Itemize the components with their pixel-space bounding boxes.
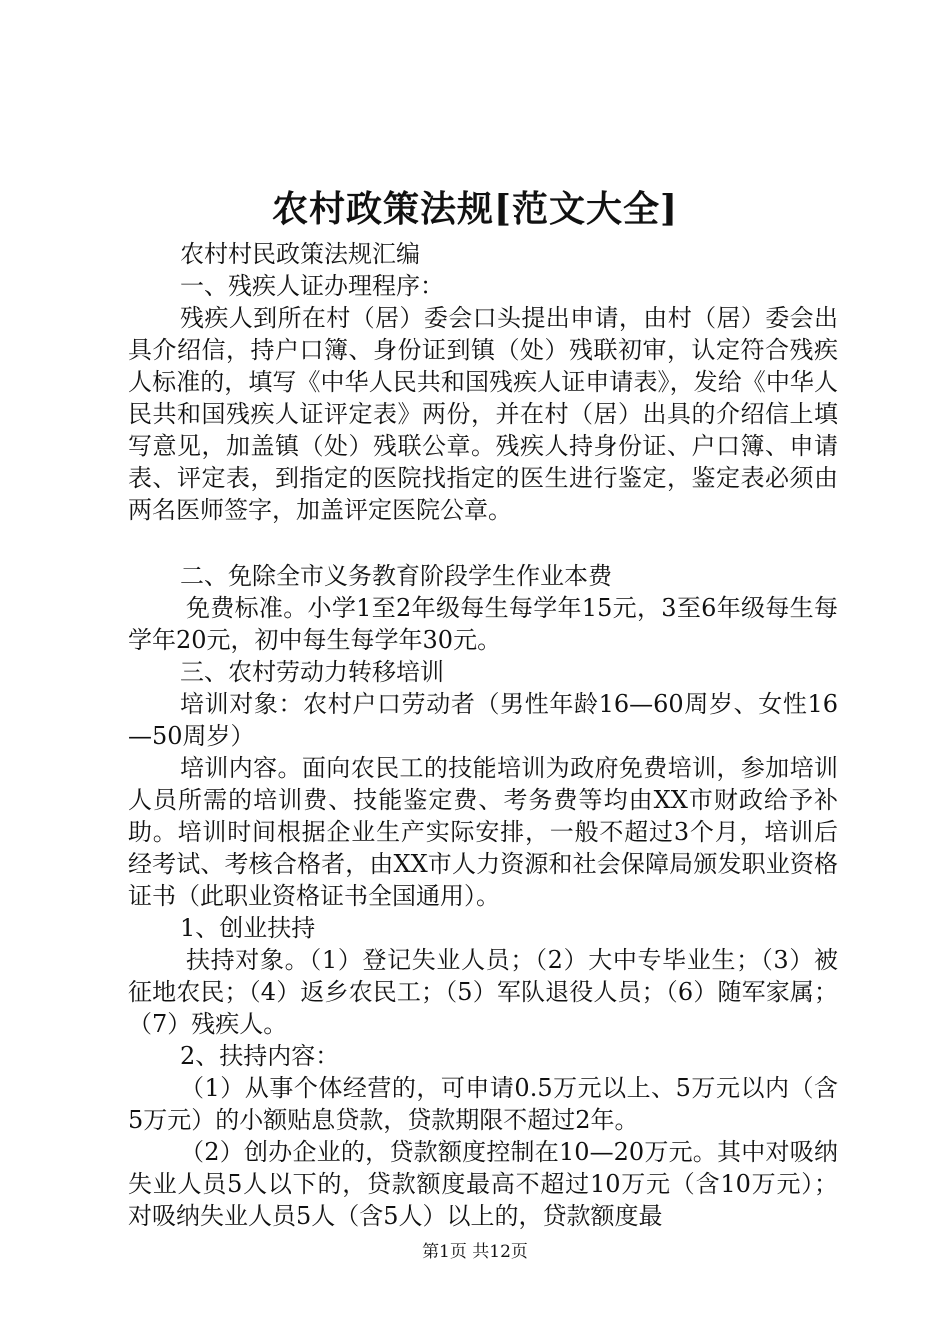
paragraph: 培训内容。面向农民工的技能培训为政府免费培训，参加培训人员所需的培训费、技能鉴定费、考务费等均由XX市财政给予补助。培训时间根据企业生产实际安排，一般不超过3个月，培训后经考试、考核合格者，由XX市人力资源和社会保障局颁发职业资格证书（此职业资格证书全国通用）。 xyxy=(128,754,838,910)
paragraph: 残疾人到所在村（居）委会口头提出申请，由村（居）委会出具介绍信，持户口簿、身份证到镇（处）残联初审，认定符合残疾人标准的，填写《中华人民共和国残疾人证申请表》，发给《中华人民共和国残疾人证评定表》两份，并在村（居）出具的介绍信上填写意见，加盖镇（处）残联公章。残疾人持身份证、户口簿、申请表、评定表，到指定的医院找指定的医生进行鉴定，鉴定表必须由两名医师签字，加盖评定医院公章。 xyxy=(128,304,838,524)
document-title: 农村政策法规[范文大全] xyxy=(271,188,679,230)
paragraph-subtitle: 农村村民政策法规汇编 xyxy=(180,240,420,268)
paragraph: 培训对象：农村户口劳动者（男性年龄16—60周岁、女性16—50周岁） xyxy=(128,690,838,750)
section-heading: 三、农村劳动力转移培训 xyxy=(180,658,444,686)
paragraph: 免费标准。小学1至2年级每生每学年15元，3至6年级每生每学年20元，初中每生每学年30元。 xyxy=(128,594,838,654)
page-footer: 第1页 共12页 xyxy=(422,1242,528,1262)
section-heading: 1、创业扶持 xyxy=(180,914,316,942)
section-heading: 二、免除全市义务教育阶段学生作业本费 xyxy=(180,562,612,590)
document-body xyxy=(128,238,838,1232)
paragraph: （1）从事个体经营的，可申请0.5万元以上、5万元以内（含5万元）的小额贴息贷款，贷款期限不超过2年。 xyxy=(128,1074,838,1134)
paragraph: 扶持对象。（1）登记失业人员；（2）大中专毕业生；（3）被征地农民；（4）返乡农民工；（5）军队退役人员；（6）随军家属；（7）残疾人。 xyxy=(128,946,838,1038)
section-heading: 2、扶持内容： xyxy=(180,1042,340,1070)
paragraph: （2）创办企业的，贷款额度控制在10—20万元。其中对吸纳失业人员5人以下的，贷款额度最高不超过10万元（含10万元）；对吸纳失业人员5人（含5人）以上的，贷款额度最 xyxy=(128,1138,838,1230)
section-heading: 一、残疾人证办理程序： xyxy=(180,272,444,300)
paragraph-gap xyxy=(128,526,838,560)
